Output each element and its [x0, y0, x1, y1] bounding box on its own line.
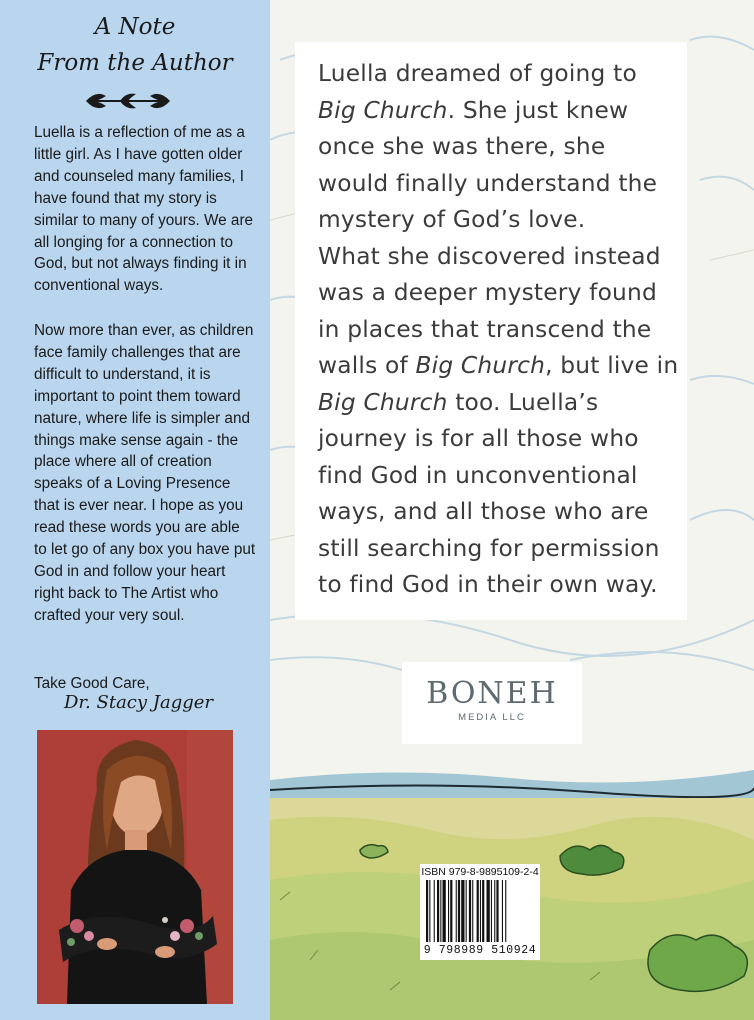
big-church-italic: Big Church [318, 388, 448, 416]
publisher-name: BONEH [426, 676, 558, 711]
barcode-bar [440, 880, 441, 942]
barcode-bar [461, 880, 464, 942]
barcode-bar [466, 880, 467, 942]
author-portrait [37, 730, 233, 1004]
barcode-bar [450, 880, 452, 942]
flourish-ornament [82, 88, 174, 114]
isbn-label: ISBN 979-8-9895109-2-4 [421, 866, 539, 878]
barcode-bar [448, 880, 449, 942]
barcode-bar [480, 880, 481, 942]
note-title-line2: From the Author [37, 50, 233, 76]
barcode-bar [456, 880, 457, 942]
barcode-bar [487, 880, 490, 942]
barcode-bar [437, 880, 439, 942]
big-church-italic: Big Church [318, 96, 448, 124]
barcode-bar [443, 880, 446, 942]
barcode-bar [502, 880, 503, 942]
blurb-text: , but live in [545, 352, 679, 379]
publisher-subtitle: MEDIA LLC [458, 712, 526, 723]
back-cover-blurb [318, 56, 680, 604]
barcode-bars [424, 880, 536, 944]
barcode-bar [494, 880, 495, 942]
barcode-bar [469, 880, 471, 942]
barcode-bar [434, 880, 435, 942]
barcode-bar [426, 880, 428, 942]
blurb-text: too. Luella’s journey is for all those who find God in unconventional ways, and all those who are still searching for permission to find God in their own way. [318, 388, 660, 598]
author-signature: Dr. Stacy Jagger [64, 692, 214, 713]
barcode-number: 9 798989 510924 [423, 944, 537, 957]
barcode-bar [458, 880, 460, 942]
barcode-bar [496, 880, 498, 942]
blurb-text: What she discovered instead was a deeper mystery found in places that transcend the walls of [318, 242, 661, 379]
big-church-italic: Big Church [415, 352, 546, 379]
author-note-closing: Take Good Care, [34, 675, 150, 692]
barcode-bar [429, 880, 430, 942]
author-note-paragraph-1: Luella is a reflection of me as a little girl. As I have gotten older and counseled many families, I have found that my story is similar to many of yours. We are all longing for a connection to God, but not always finding it in conventional ways. [34, 124, 254, 295]
author-note-paragraph-2: Now more than ever, as children face family challenges that are difficult to understand, it is important to point them toward nature, where life is simpler and things make sense again - the place where all of creation speaks of a Loving Presence that is ever near. I hope as you read these words you are able to let go of any box you have put God in and follow your heart right back to The Artist who crafted your very soul. [34, 322, 256, 624]
barcode-bar [472, 880, 473, 942]
note-title-line1: A Note [94, 14, 176, 40]
barcode-bar [482, 880, 484, 942]
barcode-bar [491, 880, 492, 942]
barcode-bar [505, 880, 506, 942]
blurb-text: Luella dreamed of going to [318, 60, 637, 87]
barcode-bar [477, 880, 479, 942]
blurb-text: . She just knew once she was there, she would finally understand the mystery of God’s love. [318, 96, 658, 233]
